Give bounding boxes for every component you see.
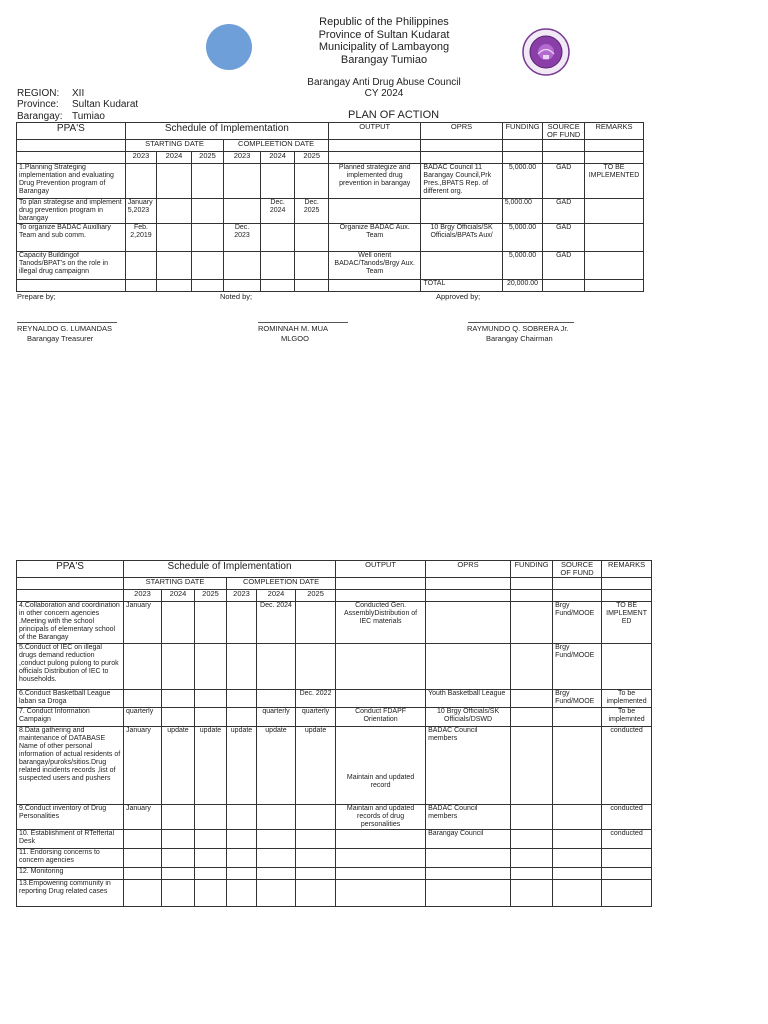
date-cell bbox=[191, 224, 224, 252]
oprs-cell bbox=[426, 849, 511, 868]
date-cell bbox=[227, 644, 257, 690]
date-cell: Dec. 2023 bbox=[224, 224, 261, 252]
output-cell bbox=[336, 690, 426, 708]
date-cell bbox=[162, 644, 195, 690]
date-cell bbox=[296, 880, 336, 907]
year-header: 2023 bbox=[224, 152, 261, 164]
date-cell: update bbox=[227, 727, 257, 805]
date-cell bbox=[162, 690, 195, 708]
date-cell bbox=[195, 690, 227, 708]
remarks-cell bbox=[602, 868, 652, 880]
oprs-cell: BADAC Council members bbox=[426, 805, 511, 830]
output-cell bbox=[336, 830, 426, 849]
ppa-cell: 9.Conduct inventory of Drug Personalities bbox=[17, 805, 124, 830]
output-cell: Maintain and updated record bbox=[336, 727, 426, 805]
approver-name: RAYMUNDO Q. SOBRERA Jr. bbox=[467, 324, 569, 333]
date-cell bbox=[227, 880, 257, 907]
year-header: 2024 bbox=[162, 590, 195, 602]
year-header: 2023 bbox=[125, 152, 156, 164]
completion-date-header: COMPLEETION DATE bbox=[224, 140, 329, 152]
date-cell bbox=[227, 805, 257, 830]
remarks-cell: conducted bbox=[602, 805, 652, 830]
date-cell bbox=[296, 602, 336, 644]
output-cell: Conducted Gen. AssemblyDistribution of IEC materials bbox=[336, 602, 426, 644]
source-cell: Brgy Fund/MOOE bbox=[553, 602, 602, 644]
funding-cell: 5,000.00 bbox=[502, 199, 543, 224]
funding-header: FUNDING bbox=[502, 123, 543, 140]
date-cell bbox=[224, 164, 261, 199]
prepared-label: Prepare by; bbox=[17, 292, 56, 301]
date-cell: Dec. 2024 bbox=[257, 602, 296, 644]
source-cell: Brgy Fund/MOOE bbox=[553, 644, 602, 690]
barangay-value: Tumiao bbox=[72, 111, 105, 122]
date-cell bbox=[157, 199, 192, 224]
date-cell bbox=[124, 644, 162, 690]
source-cell bbox=[553, 880, 602, 907]
year-header: 2024 bbox=[260, 152, 295, 164]
plan-table-1 bbox=[16, 122, 644, 292]
output-cell bbox=[328, 199, 420, 224]
council-header bbox=[284, 78, 484, 99]
oprs-cell: BADAC Council 11 Barangay Council,Prk Pres.,BPATS Rep. of different org. bbox=[421, 164, 502, 199]
date-cell bbox=[124, 830, 162, 849]
source-cell bbox=[553, 708, 602, 727]
output-cell: Organize BADAC Aux. Team bbox=[328, 224, 420, 252]
output-cell bbox=[336, 868, 426, 880]
source-header: SOURCE OF FUND bbox=[543, 123, 585, 140]
oprs-cell bbox=[426, 868, 511, 880]
date-cell bbox=[195, 868, 227, 880]
date-cell: January bbox=[124, 602, 162, 644]
output-header: OUTPUT bbox=[336, 561, 426, 578]
date-cell bbox=[157, 224, 192, 252]
remarks-header: REMARKS bbox=[602, 561, 652, 578]
date-cell: update bbox=[296, 727, 336, 805]
date-cell bbox=[257, 690, 296, 708]
date-cell: January bbox=[124, 727, 162, 805]
region-label: REGION: bbox=[17, 88, 60, 99]
ppa-cell: 4.Collaboration and coordination in other concern agencies .Meeting with the school principals of elementary school of the Barangay bbox=[17, 602, 124, 644]
province-row bbox=[17, 99, 138, 111]
date-cell: update bbox=[195, 727, 227, 805]
funding-cell bbox=[511, 708, 553, 727]
date-cell bbox=[296, 805, 336, 830]
signature-line bbox=[258, 322, 348, 323]
output-cell: Well orient BADAC/Tanods/Brgy Aux. Team bbox=[328, 252, 420, 280]
date-cell bbox=[162, 849, 195, 868]
remarks-cell bbox=[585, 252, 644, 280]
plan-table-2 bbox=[16, 560, 652, 907]
funding-cell bbox=[511, 644, 553, 690]
remarks-cell: conducted bbox=[602, 830, 652, 849]
remarks-cell bbox=[585, 224, 644, 252]
barangay-seal-icon bbox=[521, 27, 571, 77]
ppas-header: PPA'S bbox=[17, 561, 124, 578]
source-cell: GAD bbox=[543, 199, 585, 224]
noted-label: Noted by; bbox=[220, 292, 253, 301]
table-row bbox=[17, 224, 644, 252]
date-cell bbox=[296, 830, 336, 849]
remarks-cell: To be implemnted bbox=[602, 708, 652, 727]
remarks-cell bbox=[602, 644, 652, 690]
signature-line bbox=[17, 322, 117, 323]
blank-cell bbox=[17, 140, 126, 152]
date-cell bbox=[227, 690, 257, 708]
date-cell bbox=[195, 849, 227, 868]
noter-name: ROMINNAH M. MUA bbox=[258, 324, 328, 333]
date-cell bbox=[257, 830, 296, 849]
date-cell bbox=[224, 199, 261, 224]
table-row bbox=[17, 252, 644, 280]
date-cell: quarterly bbox=[257, 708, 296, 727]
oprs-cell bbox=[426, 602, 511, 644]
date-cell bbox=[296, 868, 336, 880]
date-cell bbox=[195, 602, 227, 644]
oprs-header: OPRS bbox=[421, 123, 502, 140]
funding-cell bbox=[511, 690, 553, 708]
barangay-label: Barangay: bbox=[17, 111, 63, 122]
year-header: 2024 bbox=[257, 590, 296, 602]
council-name: Barangay Anti Drug Abuse Council bbox=[307, 77, 461, 88]
date-cell bbox=[296, 849, 336, 868]
ppa-cell: 5.Conduct of IEC on illegal drugs demand reduction ,conduct pulong pulong to purok officials Distribution of IEC to households. bbox=[17, 644, 124, 690]
municipal-logo bbox=[206, 24, 252, 70]
output-cell bbox=[336, 849, 426, 868]
remarks-cell: To be implemented bbox=[602, 690, 652, 708]
date-cell: Dec. 2024 bbox=[260, 199, 295, 224]
date-cell bbox=[295, 164, 329, 199]
date-cell: quarterly bbox=[124, 708, 162, 727]
source-cell bbox=[553, 805, 602, 830]
plan-title: PLAN OF ACTION bbox=[348, 109, 440, 121]
ppa-cell: Capacity Buildingof Tanods/BPAT's on the role in illegal drug campaignn bbox=[17, 252, 126, 280]
table-row bbox=[17, 727, 652, 805]
date-cell bbox=[257, 644, 296, 690]
year-header: 2023 bbox=[124, 590, 162, 602]
date-cell bbox=[227, 708, 257, 727]
source-cell: Brgy Fund/MOOE bbox=[553, 690, 602, 708]
table-row bbox=[17, 805, 652, 830]
oprs-header: OPRS bbox=[426, 561, 511, 578]
approver-title: Barangay Chairman bbox=[486, 334, 553, 343]
date-cell bbox=[227, 602, 257, 644]
ppa-cell: 1.Planning Strateging implementation and evaluating Drug Prevention program of Barangay bbox=[17, 164, 126, 199]
table-row bbox=[17, 830, 652, 849]
preparer-name: REYNALDO G. LUMANDAS bbox=[17, 324, 113, 333]
noter-title: MLGOO bbox=[281, 334, 309, 343]
date-cell bbox=[157, 252, 192, 280]
oprs-cell bbox=[421, 199, 502, 224]
completion-date-header: COMPLEETION DATE bbox=[227, 578, 336, 590]
date-cell bbox=[257, 849, 296, 868]
remarks-cell bbox=[602, 849, 652, 868]
date-cell bbox=[162, 880, 195, 907]
schedule-header: Schedule of Implementation bbox=[125, 123, 328, 140]
ppa-cell: 8.Data gathering and maintenance of DATABASE Name of other personal information of actual residents of barangay/puroks/sitios.Drug related incidents records ,list of suspected users and pushers bbox=[17, 727, 124, 805]
table-row bbox=[17, 868, 652, 880]
funding-cell: 5,000.00 bbox=[502, 224, 543, 252]
date-cell bbox=[257, 805, 296, 830]
oprs-cell: BADAC Council members bbox=[426, 727, 511, 805]
total-row bbox=[17, 280, 644, 292]
schedule-header: Schedule of Implementation bbox=[124, 561, 336, 578]
date-cell bbox=[125, 252, 156, 280]
table-row bbox=[17, 880, 652, 907]
ppa-cell: 6.Conduct Basketball League laban sa Droga bbox=[17, 690, 124, 708]
remarks-cell: conducted bbox=[602, 727, 652, 805]
funding-cell bbox=[511, 805, 553, 830]
province-line: Province of Sultan Kudarat bbox=[318, 28, 450, 41]
funding-cell bbox=[511, 849, 553, 868]
output-header: OUTPUT bbox=[328, 123, 420, 140]
oprs-cell bbox=[421, 252, 502, 280]
date-cell bbox=[195, 830, 227, 849]
remarks-cell bbox=[585, 199, 644, 224]
date-cell bbox=[227, 868, 257, 880]
date-cell bbox=[191, 252, 224, 280]
date-cell bbox=[191, 164, 224, 199]
date-cell bbox=[295, 252, 329, 280]
date-cell: quarterly bbox=[296, 708, 336, 727]
table-row bbox=[17, 708, 652, 727]
table-row bbox=[17, 849, 652, 868]
ppa-cell: 10. Establishment of RTeffertal Desk bbox=[17, 830, 124, 849]
province-label: Province: bbox=[17, 99, 59, 110]
funding-cell bbox=[511, 830, 553, 849]
output-cell bbox=[336, 880, 426, 907]
output-cell: Conduct FDAPF Orientation bbox=[336, 708, 426, 727]
source-cell bbox=[553, 868, 602, 880]
date-cell bbox=[124, 868, 162, 880]
funding-cell: 5,000.00 bbox=[502, 164, 543, 199]
ppa-cell: 11. Endorsing concerns to concern agencies bbox=[17, 849, 124, 868]
date-cell bbox=[195, 805, 227, 830]
remarks-header: REMARKS bbox=[585, 123, 644, 140]
source-cell: GAD bbox=[543, 164, 585, 199]
date-cell bbox=[124, 849, 162, 868]
table-row bbox=[17, 644, 652, 690]
table-row bbox=[17, 164, 644, 199]
starting-date-header: STARTING DATE bbox=[125, 140, 224, 152]
output-cell: Planned strategize and implemented drug prevention in barangay bbox=[328, 164, 420, 199]
table-row bbox=[17, 690, 652, 708]
source-cell bbox=[553, 849, 602, 868]
date-cell bbox=[296, 644, 336, 690]
date-cell bbox=[162, 868, 195, 880]
date-cell bbox=[195, 880, 227, 907]
starting-date-header: STARTING DATE bbox=[124, 578, 227, 590]
funding-cell bbox=[511, 880, 553, 907]
country-line: Republic of the Philippines bbox=[319, 16, 449, 28]
date-cell bbox=[260, 164, 295, 199]
date-cell bbox=[227, 830, 257, 849]
date-cell bbox=[162, 830, 195, 849]
preparer-title: Barangay Treasurer bbox=[27, 334, 94, 343]
remarks-cell: TO BE IMPLEMENTED bbox=[585, 164, 644, 199]
output-cell bbox=[336, 644, 426, 690]
date-cell: Dec. 2022 bbox=[296, 690, 336, 708]
ppa-cell: To plan strategise and implement drug prevention program in barangay bbox=[17, 199, 126, 224]
date-cell bbox=[124, 880, 162, 907]
remarks-cell bbox=[602, 880, 652, 907]
oprs-cell: 10 Brgy Officials/SK Officials/DSWD bbox=[426, 708, 511, 727]
funding-cell bbox=[511, 868, 553, 880]
date-cell: Feb. 2,2019 bbox=[125, 224, 156, 252]
date-cell bbox=[124, 690, 162, 708]
document-header bbox=[284, 16, 484, 66]
date-cell: Dec. 2025 bbox=[295, 199, 329, 224]
year-header: 2025 bbox=[295, 152, 329, 164]
total-funding: 20,000.00 bbox=[502, 280, 543, 292]
table-row bbox=[17, 602, 652, 644]
funding-header: FUNDING bbox=[511, 561, 553, 578]
region-value: XII bbox=[72, 88, 85, 99]
date-cell bbox=[295, 224, 329, 252]
date-cell bbox=[257, 880, 296, 907]
plan-year: CY 2024 bbox=[364, 87, 404, 99]
date-cell bbox=[125, 164, 156, 199]
date-cell: update bbox=[257, 727, 296, 805]
total-label: TOTAL bbox=[421, 280, 502, 292]
signature-line bbox=[468, 322, 574, 323]
source-cell: GAD bbox=[543, 252, 585, 280]
funding-cell: 5,000.00 bbox=[502, 252, 543, 280]
oprs-cell: Barangay Council bbox=[426, 830, 511, 849]
province-value: Sultan Kudarat bbox=[72, 99, 139, 110]
date-cell: update bbox=[162, 727, 195, 805]
source-header: SOURCE OF FUND bbox=[553, 561, 602, 578]
oprs-cell: Youth Basketball League bbox=[426, 690, 511, 708]
oprs-cell bbox=[426, 880, 511, 907]
year-header: 2023 bbox=[227, 590, 257, 602]
source-cell: GAD bbox=[543, 224, 585, 252]
year-header: 2025 bbox=[195, 590, 227, 602]
date-cell bbox=[191, 199, 224, 224]
oprs-cell bbox=[426, 644, 511, 690]
date-cell bbox=[260, 252, 295, 280]
funding-cell bbox=[511, 727, 553, 805]
source-cell bbox=[553, 727, 602, 805]
date-cell bbox=[157, 164, 192, 199]
ppas-header: PPA'S bbox=[17, 123, 126, 140]
barangay-line: Barangay Tumiao bbox=[340, 53, 428, 66]
date-cell: January bbox=[124, 805, 162, 830]
date-cell bbox=[227, 849, 257, 868]
year-header: 2025 bbox=[296, 590, 336, 602]
ppa-cell: To organize BADAC Auxilliary Team and sub comm. bbox=[17, 224, 126, 252]
source-cell bbox=[553, 830, 602, 849]
date-cell bbox=[224, 252, 261, 280]
date-cell bbox=[162, 805, 195, 830]
date-cell bbox=[195, 708, 227, 727]
approved-label: Approved by; bbox=[436, 292, 481, 301]
ppa-cell: 7. Conduct Information Campaign bbox=[17, 708, 124, 727]
municipality-line: Municipality of Lambayong bbox=[318, 41, 450, 53]
output-cell: Maintain and updated records of drug personalities bbox=[336, 805, 426, 830]
date-cell bbox=[162, 602, 195, 644]
date-cell bbox=[195, 644, 227, 690]
ppa-cell: 12. Monitoring bbox=[17, 868, 124, 880]
oprs-cell: 10 Brgy Officials/SK Officials/BPATs Aux/ bbox=[421, 224, 502, 252]
date-cell: January 5,2023 bbox=[125, 199, 156, 224]
remarks-cell: TO BE IMPLEMENT ED bbox=[602, 602, 652, 644]
ppa-cell: 13.Empowering community in reporting Drug related cases bbox=[17, 880, 124, 907]
year-header: 2025 bbox=[191, 152, 224, 164]
funding-cell bbox=[511, 602, 553, 644]
table-row bbox=[17, 199, 644, 224]
year-header: 2024 bbox=[157, 152, 192, 164]
date-cell bbox=[257, 868, 296, 880]
date-cell bbox=[260, 224, 295, 252]
date-cell bbox=[162, 708, 195, 727]
